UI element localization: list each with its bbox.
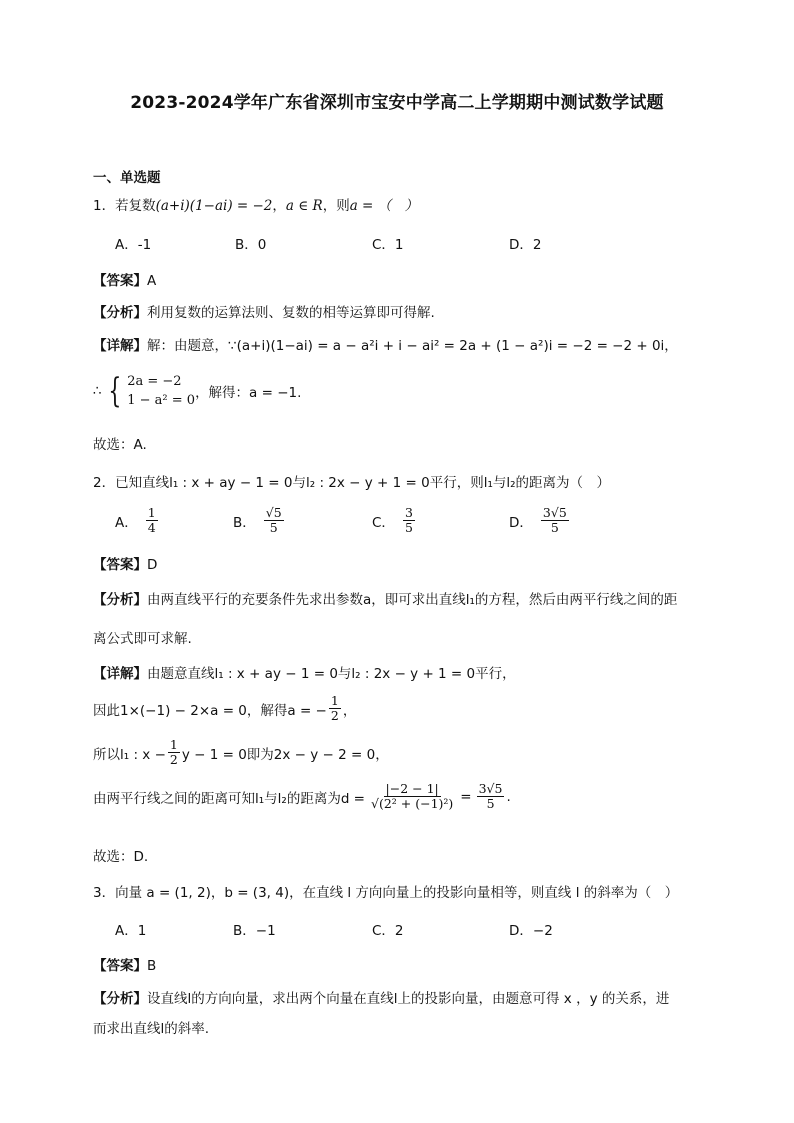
q3-analysis-1: 【分析】设直线l的方向向量，求出两个向量在直线l上的投影向量，由题意可得 x ，y 的关系，进: [93, 991, 670, 1007]
q2-option-d: D． $\frac{3√5}{5}$: [509, 505, 567, 536]
q3-analysis-2: 而求出直线l的斜率.: [93, 1021, 210, 1037]
q2-option-c: C． $\frac{3}{5}$: [372, 505, 413, 536]
sys-eq-2: 1 − a² = 0: [127, 393, 196, 408]
q3-option-a: A．1: [115, 923, 147, 939]
q2-choose: 故选：D.: [93, 849, 149, 865]
question-2-options: [115, 506, 715, 536]
q2-detail-2: 因此1×(−1) − 2×a = 0，解得a = − $\frac{1}{2}$ ，: [93, 693, 357, 724]
q3-option-c: C．2: [372, 923, 404, 939]
q2-option-b: B． $\frac{√5}{5}$: [233, 505, 282, 536]
q1-detail: 【详解】解：由题意，∵(a+i)(1−ai) = a − a²i + i − ai² = 2a + (1 − a²)i = −2 = −2 + 0i，: [93, 338, 678, 354]
q1-option-a: A．-1: [115, 237, 152, 253]
q2-detail-1: 【详解】由题意直线l₁ : x + ay − 1 = 0与l₂ : 2x − y + 1 = 0平行，: [93, 666, 516, 682]
page-title: 2023-2024学年广东省深圳市宝安中学高二上学期期中测试数学试题: [130, 93, 664, 113]
q1-solve: ，解得：a = −1.: [195, 385, 302, 401]
q3-answer: 【答案】B: [93, 958, 157, 974]
q1-choose: 故选：A.: [93, 437, 147, 453]
q2-analysis-1: 【分析】由两直线平行的充要条件先求出参数a，即可求出直线l₁的方程，然后由两平行线之间的距: [93, 592, 678, 608]
q1-option-c: C．1: [372, 237, 404, 253]
q1-option-b: B．0: [235, 237, 267, 253]
q1-equation-system: ∴ { 2a = −2 1 − a² = 0 ，解得：a = −1.: [93, 371, 302, 411]
sys-eq-1: 2a = −2: [127, 374, 182, 389]
q2-detail-3: 所以l₁ : x − $\frac{1}{2}$ y − 1 = 0即为2x − y − 2 = 0，: [93, 737, 389, 768]
q3-option-d: D．−2: [509, 923, 553, 939]
q2-detail-4: 由两平行线之间的距离可知l₁与l₂的距离为d = $\frac{|-2 - 1|}{\text{√(2² + (−1)²)}}$ = $\frac{3√5}{5}$ .: [93, 781, 511, 812]
q1-option-d: D．2: [509, 237, 542, 253]
q2-analysis-2: 离公式即可求解.: [93, 631, 192, 647]
question-3-options: [115, 919, 715, 949]
q1-answer: 【答案】A: [93, 273, 157, 289]
question-3-stem: 3．向量 a = (1, 2)，b = (3, 4)，在直线 l 方向向量上的投影向量相等，则直线 l 的斜率为（ ）: [93, 885, 679, 901]
q2-option-a: A． $\frac{1}{4}$: [115, 505, 156, 536]
q3-option-b: B．−1: [233, 923, 276, 939]
question-1-options: [115, 233, 715, 263]
q2-answer: 【答案】D: [93, 557, 158, 573]
q1-analysis: 【分析】利用复数的运算法则、复数的相等运算即可得解.: [93, 305, 435, 321]
question-1-stem: 1．若复数(a+i)(1−ai) = −2，a ∈ R，则a = （ ）: [93, 198, 419, 214]
section-heading: 一、单选题: [93, 170, 161, 186]
question-2-stem: 2．已知直线l₁ : x + ay − 1 = 0与l₂ : 2x − y + 1 = 0平行，则l₁与l₂的距离为（ ）: [93, 475, 611, 491]
